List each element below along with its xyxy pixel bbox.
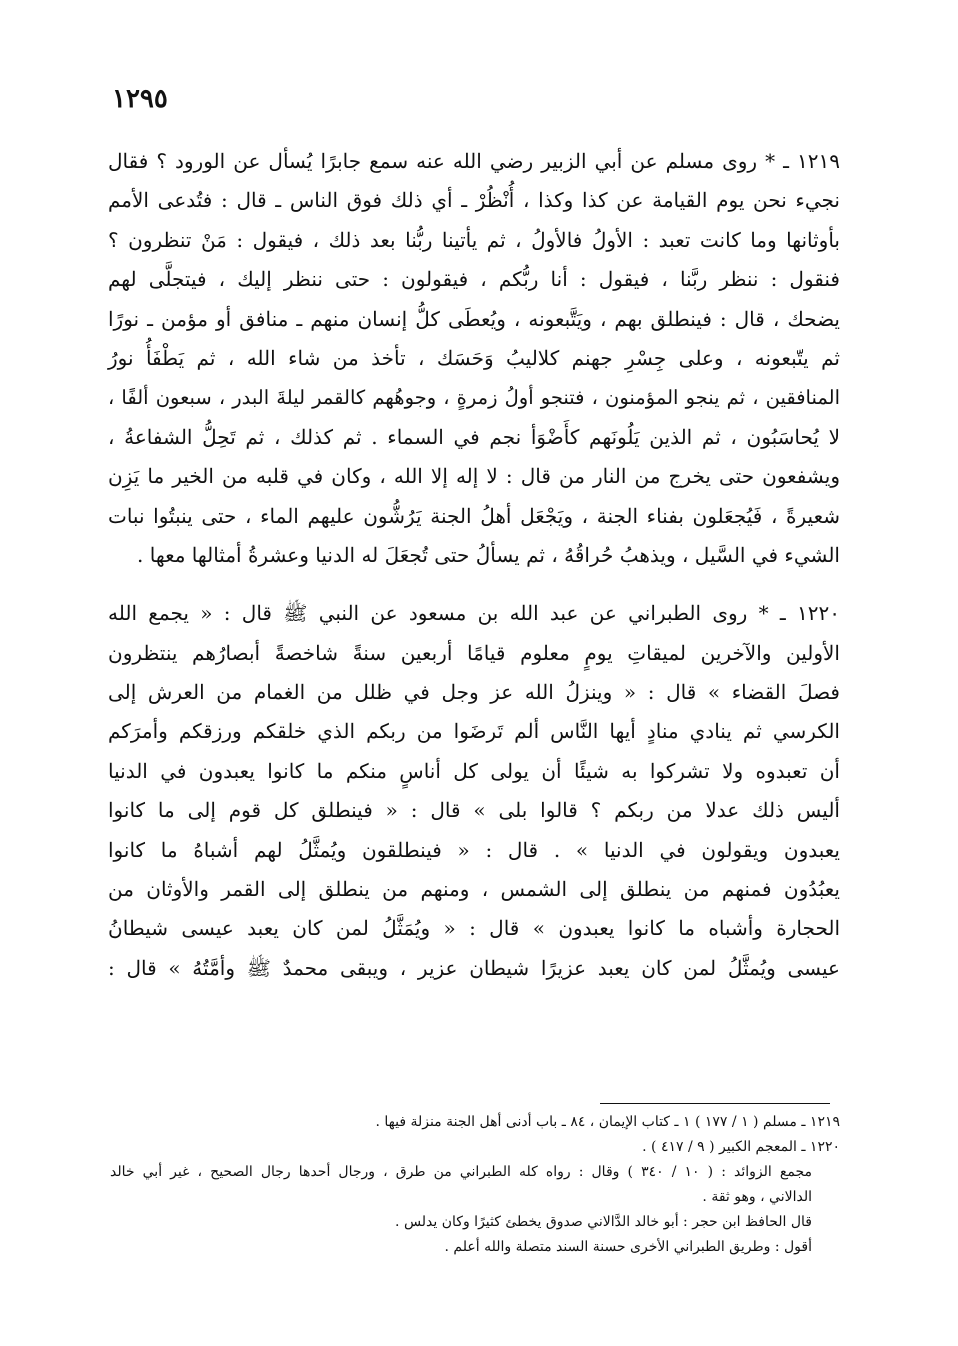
text-line: يعبدون ويقولون في الدنيا » . قال : « فينطلقون ويُمثَّلُ لهم أشباهُ ما كانوا <box>108 837 840 862</box>
footnotes <box>110 1110 840 1260</box>
text-line: ١٢١٩ ـ * روى مسلم عن أبي الزبير رضي الله عنه سمع جابرًا يُسأل عن الورود ؟ فقال <box>108 149 840 173</box>
text-line: المنافقين ، ثم ينجو المؤمنون ، فتنجو أولُ زمرةٍ ، وجوهُهم كالقمر ليلةَ البدر ، سبعون ألفًا ، <box>108 386 840 410</box>
text-line: الحجارة وأشباه ما كانوا يعبدون » قال : « ويُمَثَّلُ لمن كان يعبد عيسى شيطانُ <box>108 916 840 941</box>
page-number: ١٢٩٥ <box>112 84 168 114</box>
text-line: يضحك ، قال : فينطلق بهم ، ويَتَّبعونه ، ويُعطَى كلُّ إنسان منهم ـ منافق أو مؤمن ـ نورًا <box>108 306 840 331</box>
paragraph-1219 <box>108 142 840 575</box>
text-line: ويشفعون حتى يخرج من النار من قال : لا إله إلا الله ، وكان في قلبه من الخير ما يَزِن <box>108 464 840 489</box>
text-line: نجيء نحن يوم القيامة عن كذا وكذا ، أُنْظُرْ ـ أي ذلك فوق الناس ـ قال : فتُدعى الأمم <box>108 188 840 213</box>
text-line: شعيرةً ، فَيُجعَلون بفناء الجنة ، ويَجْعَل أهلُ الجنة يَرُشُّون عليهم الماء ، حتى ينبتُوا نبات <box>108 503 840 528</box>
footnote-line: أقول : وطريق الطبراني الأخرى حسنة السند متصلة والله أعلم . <box>444 1239 812 1255</box>
footnote-1219: ١٢١٩ ـ مسلم ( ١ / ١٧٧ ) ١ ـ كتاب الإيمان ، ٨٤ ـ باب أدنى أهل الجنة منزلة فيها . <box>375 1114 840 1130</box>
text-line: فصلَ القضاء » قال : « وينزلُ الله عز وجل في ظلل من الغمام من العرش إلى <box>108 680 840 705</box>
text-line: أن تعبدوه ولا تشركوا به شيئًا أن يولى كل أناسٍ منكم ما كانوا يعبدون في الدنيا <box>108 758 840 783</box>
text-line: فنقول : ننظر ربَّنا ، فيقول : أنا ربُّكم ، فيقولون : حتى ننظر إليك ، فيتجلَّى لهم <box>108 267 840 292</box>
text-line: الشيء في السَّيل ، ويذهبُ حُراقُهُ ، ثم يسألُ حتى تُجعَلَ له الدنيا وعشرةُ أمثالها معها . <box>137 542 840 567</box>
text-line: الكرسي ثم ينادي منادٍ أيها النَّاس ألم تَرضَوا من ربكم الذي خلقكم ورزقكم وأمرَكم <box>108 719 840 744</box>
footnote-line: قال الحافظ ابن حجر : أبو خالد الدَّالاني صدوق يخطئ كثيرًا وكان يدلس . <box>395 1214 812 1230</box>
text-line: عيسى ويُمثَّلُ لمن كان يعبد عزيرًا شيطان عزير ، ويبقى محمدٌ ﷺ وأمَّتُهُ » قال : <box>108 955 840 980</box>
text-line: ١٢٢٠ ـ * روى الطبراني عن عبد الله بن مسعود عن النبي ﷺ قال : « يجمع الله <box>108 601 840 626</box>
text-line: بأوثانها وما كانت تعبد : الأولُ فالأولُ ، ثم يأتينا ربُّنا بعد ذلك ، فيقول : مَنْ تنظرون ؟ <box>108 227 840 252</box>
footnote-line: الدالاني ، وهو ثقة . <box>702 1189 812 1205</box>
text-line: لا يُحاسَبُون ، ثم الذين يَلُونَهم كأَضْوَأ نجم في السماء . ثم كذلك ، ثم تَحِلُّ الشفاعةُ ، <box>108 424 841 449</box>
text-line: أليس ذلك عدلا من ربكم ؟ قالوا بلى » قال : « فينطلق كل قوم إلى ما كانوا <box>108 798 840 823</box>
footnote-line: مجمع الزوائد : ( ١٠ / ٣٤٠ ) وقال : رواه كله الطبراني من طرق ، ورجال أحدها رجال الصحيح ، غير أبي خالد <box>110 1164 812 1180</box>
text-line: ثم يتّبعونه ، وعلى جِسْرِ جهنم كلاليبُ وَحَسَك ، تأخذ من شاء الله ، ثم يَطْفَأُ نورُ <box>108 345 840 370</box>
text-line: الأولين والآخرين لميقاتِ يومٍ معلوم قيامًا أربعين سنةً شاخصةً أبصارُهم ينتظرون <box>108 640 840 665</box>
footnote-separator <box>600 1103 830 1104</box>
text-line: يعبُدُون فمنهم من ينطلق إلى الشمس ، ومنهم من ينطلق إلى القمر والأوثان من <box>108 877 840 902</box>
body-text <box>108 142 840 988</box>
footnote-1220: ١٢٢٠ ـ المعجم الكبير ( ٩ / ٤١٧ ) . <box>642 1139 840 1155</box>
paragraph-1220 <box>108 594 840 988</box>
